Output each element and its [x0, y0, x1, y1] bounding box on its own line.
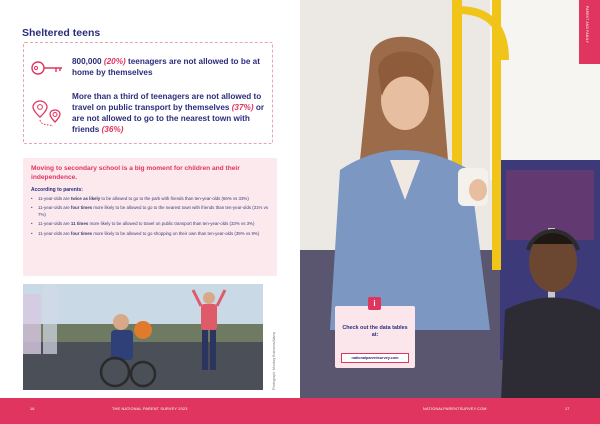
key-icon	[24, 53, 72, 83]
item-text: to be allowed to go to the park with friends than ten-year-olds (66% vs 33%)	[100, 196, 249, 201]
independence-box	[23, 158, 277, 276]
data-tables-callout	[335, 299, 415, 368]
callout-text: Check out the data tables at:	[342, 325, 408, 339]
list-item	[31, 231, 271, 237]
stat-lead: 800,000	[72, 57, 104, 67]
photo-credit: Photograph: Monkey Business/Alamy	[272, 331, 276, 390]
item-text: 11-year-olds are	[38, 205, 71, 211]
stats-box	[23, 42, 273, 144]
item-emphasis: twice as likely	[70, 196, 101, 201]
stat-row-home-alone	[24, 53, 274, 83]
info-icon: i	[368, 297, 381, 310]
stat-text-public-transport	[72, 92, 274, 135]
item-text: 11-year-olds are	[38, 196, 71, 201]
photo-teens-wheelchair-basketball	[23, 284, 263, 390]
independence-title: Moving to secondary school is a big moment for children and their independence.	[31, 165, 240, 181]
item-text: more likely to be allowed to travel on public transport than ten-year-olds (33% vs 3%)	[88, 221, 255, 227]
item-text: more likely to be allowed to go shopping on their own than ten-year-olds (39% vs 9%)	[92, 230, 260, 236]
stat-pct: (20%)	[103, 57, 126, 67]
list-item	[31, 205, 271, 218]
stat-row-public-transport	[24, 89, 274, 139]
stat-rest: teenagers are not allowed to be at home by themselves	[72, 57, 260, 77]
footer-site-link[interactable]: NATIONALPARENTSURVEY.COM	[423, 407, 487, 411]
stat-lead: More than a third of teenagers are not allowed to travel on public transport by themselves	[72, 92, 262, 113]
map-pin-route-icon	[24, 99, 72, 129]
page-number-left: 16	[30, 407, 35, 411]
item-emphasis: 11 times	[70, 221, 89, 227]
item-text: 11-year-olds are	[38, 230, 71, 236]
page-number-right: 17	[565, 407, 570, 411]
item-emphasis: four times	[70, 230, 93, 236]
independence-subtitle: According to parents:	[31, 187, 83, 193]
right-page	[300, 0, 600, 424]
section-ribbon	[579, 0, 600, 64]
list-item	[31, 221, 271, 227]
independence-list	[31, 196, 271, 240]
item-text: 11-year-olds are	[38, 221, 71, 227]
data-tables-link[interactable]: nationalparentsurvey.com	[341, 353, 409, 363]
item-text: more likely to be allowed to go to the nearest town with friends than ten-year-olds (31% vs 7%)	[38, 205, 269, 217]
stat-pct-2: (36%)	[101, 124, 124, 134]
footer-bar	[0, 398, 600, 424]
stat-pct: (37%)	[231, 103, 254, 113]
footer-survey-title: THE NATIONAL PARENT SURVEY 2023	[112, 407, 188, 411]
stat-mid: or are not allowed to go to the nearest town with friends	[72, 103, 265, 134]
section-title: Sheltered teens	[22, 27, 101, 39]
list-item	[31, 196, 271, 202]
ribbon-label: PARENT AND FAMILY	[585, 6, 589, 44]
item-emphasis: four times	[70, 205, 93, 211]
stat-text-home-alone	[72, 57, 274, 79]
